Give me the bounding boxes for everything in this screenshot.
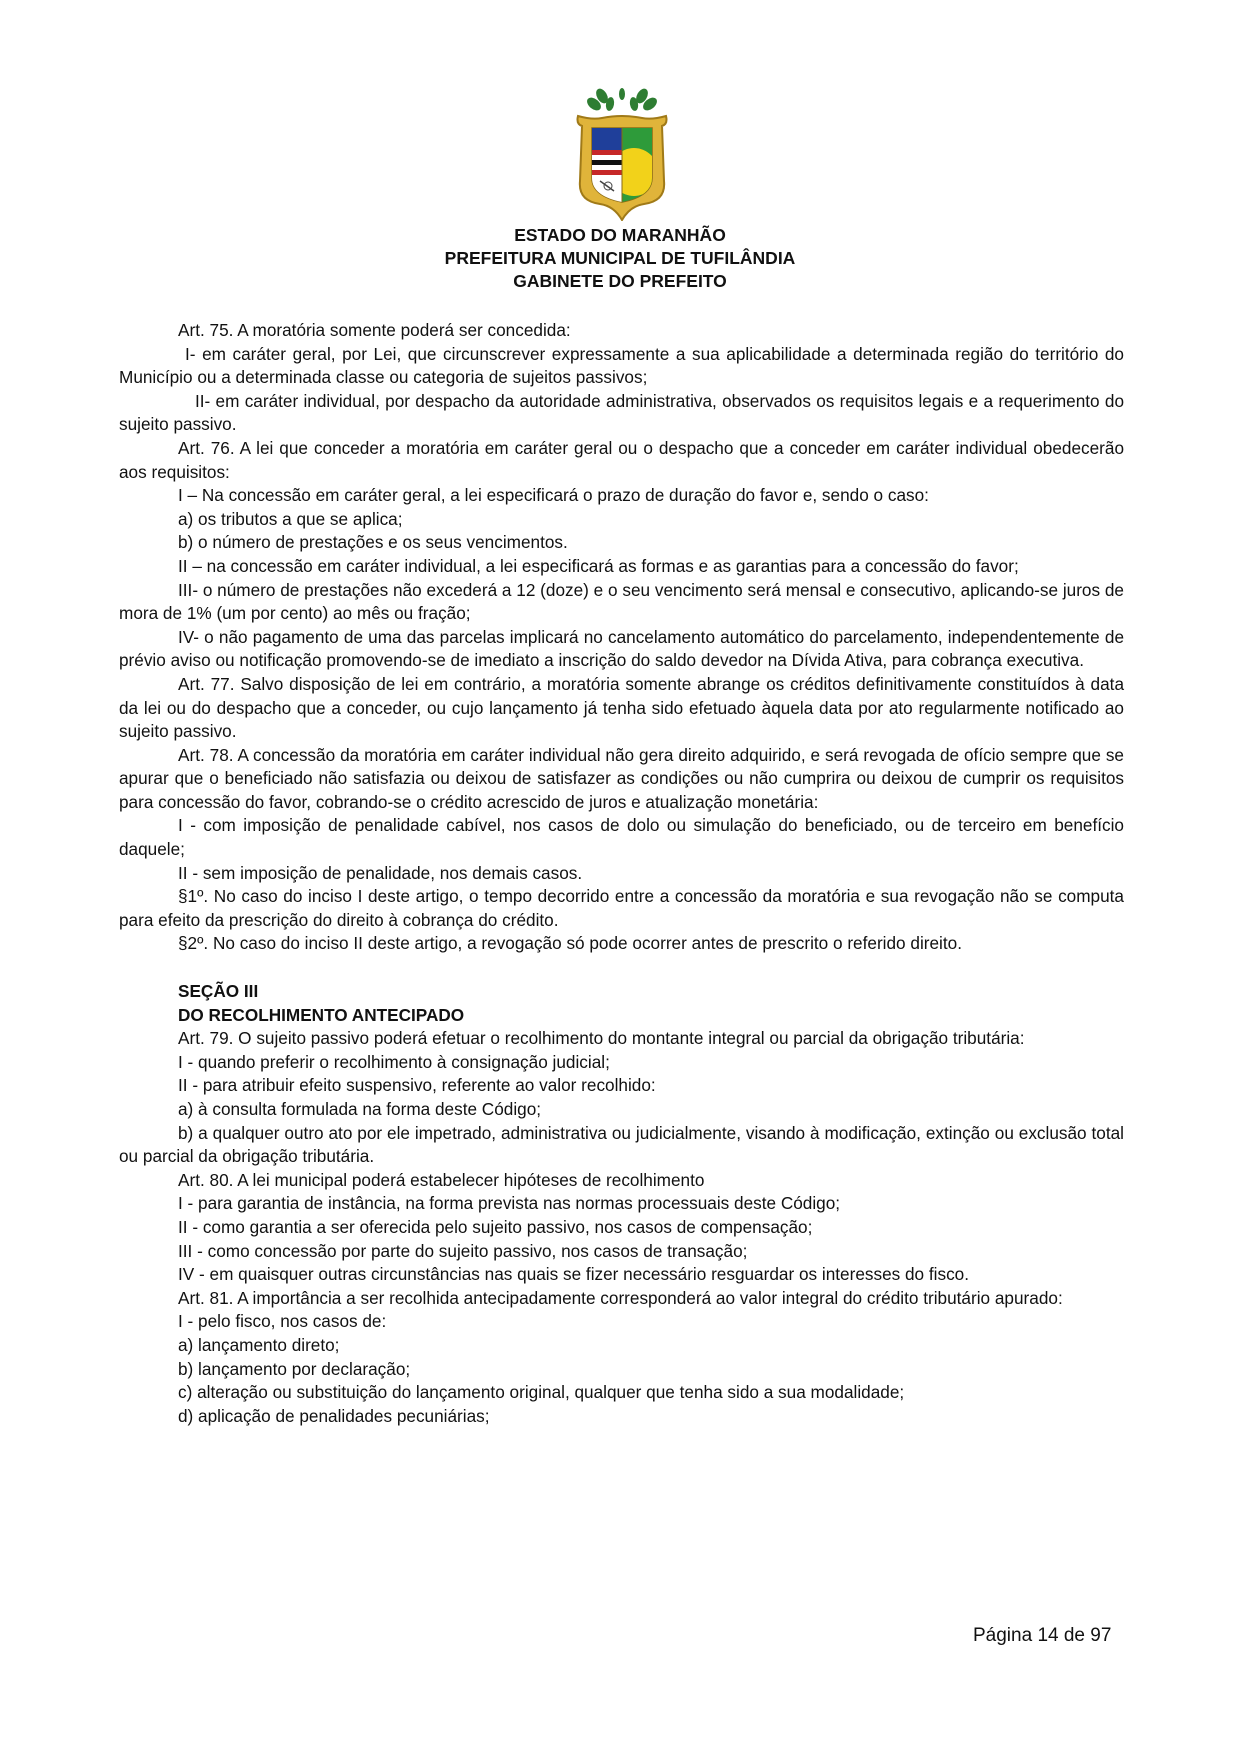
paragraph: Art. 75. A moratória somente poderá ser concedida: bbox=[178, 320, 571, 340]
paragraph: c) alteração ou substituição do lançamento original, qualquer que tenha sido a sua modalidade; bbox=[178, 1382, 905, 1403]
section-title: DO RECOLHIMENTO ANTECIPADO bbox=[178, 1004, 465, 1025]
document-header bbox=[0, 224, 1240, 293]
header-office: GABINETE DO PREFEITO bbox=[513, 271, 727, 291]
paragraph: Art. 78. A concessão da moratória em caráter individual não gera direito adquirido, e será revogada de ofício sempre que se apurar que o beneficiado não satisfazia ou deixou de satisfazer as condições ou não cumprira ou deixou de cumprir os requisitos para concessão do favor, cobrando-se o crédito acrescido de juros e atualização monetária: bbox=[119, 744, 1124, 812]
paragraph: IV- o não pagamento de uma das parcelas implicará no cancelamento automático do parcelamento, independentemente de prévio aviso ou notificação promovendo-se de imediato a inscrição do saldo devedor na Dívida Ativa, para cobrança executiva. bbox=[119, 626, 1124, 671]
paragraph: Art. 77. Salvo disposição de lei em contrário, a moratória somente abrange os créditos definitivamente constituídos à data da lei ou do despacho que a conceder, ou cujo lançamento já tenha sido efetuado àquela data por ato regularmente notificado ao sujeito passivo. bbox=[119, 673, 1124, 742]
header-state: ESTADO DO MARANHÃO bbox=[514, 225, 726, 245]
paragraph: II - como garantia a ser oferecida pelo sujeito passivo, nos casos de compensação; bbox=[178, 1216, 813, 1237]
paragraph: §1º. No caso do inciso I deste artigo, o tempo decorrido entre a concessão da moratória e sua revogação não se computa para efeito da prescrição do direito à cobrança do crédito. bbox=[119, 886, 1124, 930]
coat-of-arms-icon bbox=[572, 86, 672, 221]
document-body bbox=[119, 319, 1124, 1428]
spacer bbox=[119, 956, 1124, 980]
paragraph: Art. 81. A importância a ser recolhida antecipadamente corresponderá ao valor integral do crédito tributário apurado: bbox=[178, 1287, 1063, 1308]
paragraph: I - quando preferir o recolhimento à consignação judicial; bbox=[178, 1051, 610, 1072]
paragraph: Art. 80. A lei municipal poderá estabelecer hipóteses de recolhimento bbox=[178, 1169, 705, 1190]
paragraph: b) lançamento por declaração; bbox=[178, 1358, 411, 1379]
paragraph: Art. 79. O sujeito passivo poderá efetuar o recolhimento do montante integral ou parcial da obrigação tributária: bbox=[178, 1028, 1025, 1049]
paragraph: I - pelo fisco, nos casos de: bbox=[178, 1311, 387, 1332]
paragraph: b) o número de prestações e os seus vencimentos. bbox=[178, 532, 568, 553]
paragraph: II – na concessão em caráter individual, a lei especificará as formas e as garantias para a concessão do favor; bbox=[178, 555, 1019, 576]
paragraph: I - com imposição de penalidade cabível, nos casos de dolo ou simulação do beneficiado, ou de terceiro em benefício daquele; bbox=[119, 815, 1124, 860]
paragraph: §2º. No caso do inciso II deste artigo, a revogação só pode ocorrer antes de prescrito o referido direito. bbox=[178, 933, 962, 954]
paragraph: I – Na concessão em caráter geral, a lei especificará o prazo de duração do favor e, sendo o caso: bbox=[178, 485, 929, 506]
section-number: SEÇÃO III bbox=[178, 981, 259, 1002]
paragraph: d) aplicação de penalidades pecuniárias; bbox=[178, 1405, 490, 1426]
paragraph: b) a qualquer outro ato por ele impetrado, administrativa ou judicialmente, visando à modificação, extinção ou exclusão total ou parcial da obrigação tributária. bbox=[119, 1122, 1124, 1167]
paragraph: Art. 76. A lei que conceder a moratória em caráter geral ou o despacho que a conceder em caráter individual obedecerão aos requisitos: bbox=[119, 437, 1124, 482]
paragraph: I - para garantia de instância, na forma prevista nas normas processuais deste Código; bbox=[178, 1193, 841, 1214]
paragraph: II - sem imposição de penalidade, nos demais casos. bbox=[178, 862, 583, 883]
paragraph: III- o número de prestações não excederá a 12 (doze) e o seu vencimento será mensal e consecutivo, aplicando-se juros de mora de 1% (um por cento) ao mês ou fração; bbox=[119, 579, 1124, 624]
paragraph: a) lançamento direto; bbox=[178, 1334, 340, 1355]
paragraph: I- em caráter geral, por Lei, que circunscrever expressamente a sua aplicabilidade a determinada região do território do Município ou a determinada classe ou categoria de sujeitos passivos; bbox=[119, 343, 1124, 388]
header-municipality: PREFEITURA MUNICIPAL DE TUFILÂNDIA bbox=[444, 248, 796, 268]
page-number: Página 14 de 97 bbox=[973, 1625, 1112, 1646]
paragraph: IV - em quaisquer outras circunstâncias nas quais se fizer necessário resguardar os interesses do fisco. bbox=[178, 1264, 970, 1285]
paragraph: a) à consulta formulada na forma deste Código; bbox=[178, 1099, 542, 1119]
paragraph: II - para atribuir efeito suspensivo, referente ao valor recolhido: bbox=[178, 1075, 656, 1096]
paragraph: a) os tributos a que se aplica; bbox=[178, 508, 403, 529]
paragraph: II- em caráter individual, por despacho da autoridade administrativa, observados os requisitos legais e a requerimento do sujeito passivo. bbox=[119, 390, 1124, 435]
paragraph: III - como concessão por parte do sujeito passivo, nos casos de transação; bbox=[178, 1240, 748, 1261]
